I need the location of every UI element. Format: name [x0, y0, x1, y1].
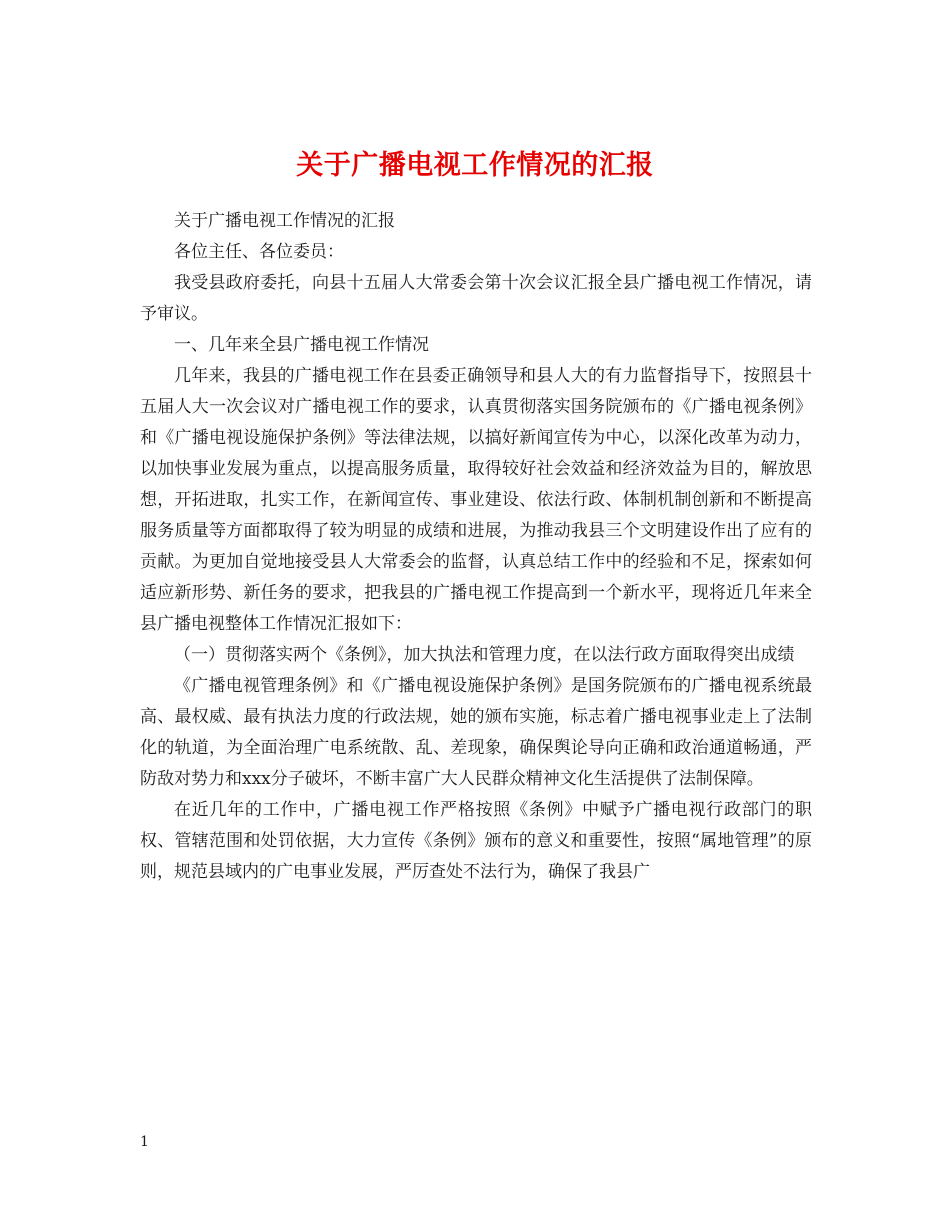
section-heading-1: 一、几年来全县广播电视工作情况: [174, 335, 429, 355]
paragraph-regulations: 《广播电视管理条例》和《广播电视设施保护条例》是国务院颁布的广播电视系统最高、最权威、最有执法力度的行政法规，她的颁布实施，标志着广播电视事业走上了法制化的轨道，为全面治理广电系统散、乱、差现象，确保舆论导向正确和政治通道畅通，严防敌对势力和xxx分子破坏，不断丰富广大人民群众精神文化生活提供了法制保障。: [140, 676, 812, 789]
document-title: 关于广播电视工作情况的汇报: [296, 150, 654, 182]
document-body: [140, 206, 812, 888]
paragraph-intro: 我受县政府委托，向县十五届人大常委会第十次会议汇报全县广播电视工作情况，请予审议。: [140, 273, 812, 324]
paragraph-salutation: 各位主任、各位委员：: [174, 242, 344, 262]
subsection-heading-1: （一）贯彻落实两个《条例》，加大执法和管理力度，在以法行政方面取得突出成绩: [174, 645, 795, 665]
paragraph-implementation: 在近几年的工作中，广播电视工作严格按照《条例》中赋予广播电视行政部门的职权、管辖范围和处罚依据，大力宣传《条例》颁布的意义和重要性，按照“属地管理”的原则，规范县域内的广电事业发展，严厉查处不法行为，确保了我县广: [140, 800, 812, 882]
paragraph-overview: 几年来，我县的广播电视工作在县委正确领导和县人大的有力监督指导下，按照县十五届人大一次会议对广播电视工作的要求，认真贯彻落实国务院颁布的《广播电视条例》和《广播电视设施保护条例》等法律法规，以搞好新闻宣传为中心，以深化改革为动力，以加快事业发展为重点，以提高服务质量，取得较好社会效益和经济效益为目的，解放思想，开拓进取，扎实工作，在新闻宣传、事业建设、依法行政、体制机制创新和不断提高服务质量等方面都取得了较为明显的成绩和进展，为推动我县三个文明建设作出了应有的贡献。为更加自觉地接受县人大常委会的监督，认真总结工作中的经验和不足，探索如何适应新形势、新任务的要求，把我县的广播电视工作提高到一个新水平，现将近几年来全县广播电视整体工作情况汇报如下：: [140, 366, 812, 634]
paragraph-subtitle: 关于广播电视工作情况的汇报: [174, 211, 395, 231]
page-number: 1: [140, 1134, 149, 1150]
